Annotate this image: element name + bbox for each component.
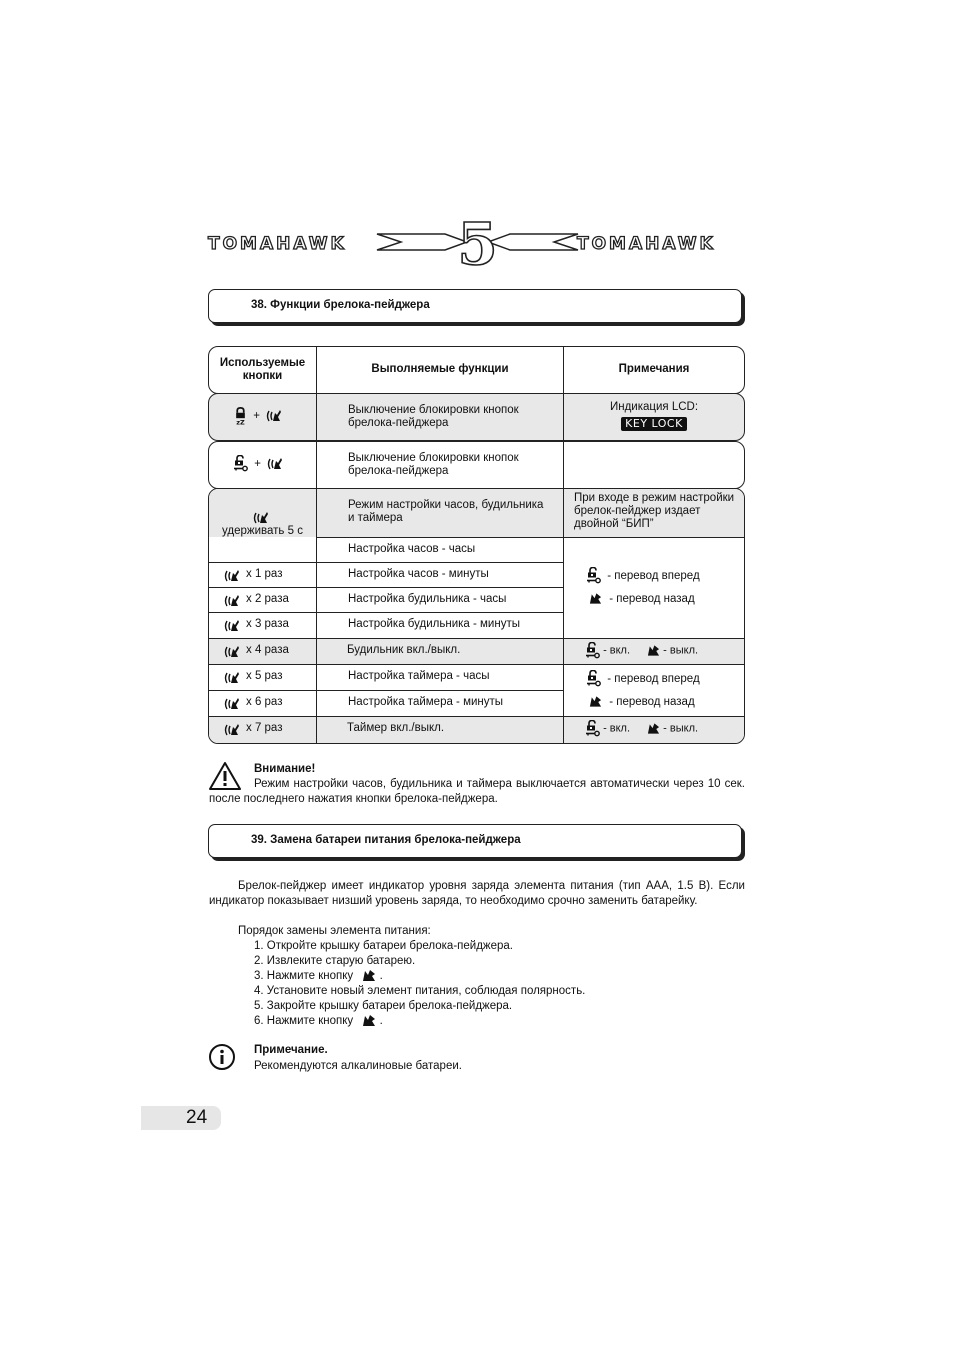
buttons-cell: x 6 раз [209, 690, 316, 717]
signal-button-icon [224, 698, 240, 710]
buttons-cell: x 1 раз [209, 562, 316, 588]
warning-text: Режим настройки часов, будильника и таймера выключается автоматически через 10 сек. после последнего нажатия кнопки брелока-пейджера. [209, 778, 745, 805]
signal-button-icon [224, 724, 240, 736]
function-cell: Настройка будильника - минуты [316, 612, 563, 638]
section-38-title: 38. Функции брелока-пейджера [251, 299, 430, 311]
note-text: Рекомендуются алкалиновые батареи. [254, 1060, 462, 1072]
table-row: x 4 раза Будильник вкл./выкл. - вкл. - выкл. [209, 638, 744, 665]
note-cell: Индикация LCD: KEY LOCK [563, 394, 744, 440]
logo-x5-emblem [375, 214, 580, 270]
info-circle-icon [208, 1043, 236, 1071]
note-cell: При входе в режим настройки брелок-пейджер издает двойной “БИП” [563, 489, 744, 537]
unlock-key-icon [587, 567, 601, 584]
signal-button-icon [266, 410, 282, 422]
table-row: x 7 раз Таймер вкл./выкл. - вкл. - выкл. [209, 716, 744, 744]
warning-title: Внимание! [254, 763, 316, 775]
header-buttons: Используемые кнопки [219, 357, 306, 382]
header-notes: Примечания [563, 347, 744, 393]
logo-right-word: TOMAHAWK [577, 234, 716, 254]
battery-steps [254, 939, 585, 1029]
table-row [208, 441, 745, 489]
header-functions: Выполняемые функции [316, 347, 563, 393]
signal-button-icon [224, 570, 240, 582]
note-title: Примечание. [254, 1044, 328, 1056]
alarm-onoff-note: - вкл. - выкл. [586, 642, 698, 659]
list-item: 1. Откройте крышку батареи брелока-пейджера. [254, 940, 513, 952]
buttons-cell: + [209, 394, 316, 440]
timer-onoff-note: - вкл. - выкл. [586, 720, 698, 737]
buttons-cell: x 3 раза [209, 612, 316, 639]
note-cell [563, 442, 744, 488]
signal-button-icon [224, 646, 240, 658]
signal-button-icon [224, 672, 240, 684]
list-item: 4. Установите новый элемент питания, соблюдая полярность. [254, 985, 586, 997]
logo-center-digit: 5 [457, 214, 498, 270]
page-number: 24 [186, 1107, 208, 1128]
forward-note: - перевод вперед [587, 670, 700, 687]
unlock-key-icon [586, 642, 600, 659]
function-cell: Выключение блокировки кнопок брелока-пейджера [316, 394, 563, 440]
list-item: 6. Нажмите кнопку . [254, 1015, 383, 1027]
signal-button-icon [224, 620, 240, 632]
logo-left-word: TOMAHAWK [208, 234, 347, 254]
lock-zz-icon [234, 407, 247, 425]
table-header-row [208, 346, 745, 394]
unlock-key-icon [586, 720, 600, 737]
lcd-key-lock-indicator: KEY LOCK [621, 417, 687, 431]
function-cell: Выключение блокировки кнопок брелока-пейджера [316, 442, 563, 488]
signal-button-icon [253, 512, 269, 524]
forward-note: - перевод вперед [587, 567, 700, 584]
function-cell: Настройка часов - минуты [316, 562, 563, 587]
buttons-cell: x 2 раза [209, 587, 316, 613]
table-row [208, 393, 745, 441]
function-cell: Настройка таймера - часы [316, 664, 563, 690]
page-number-tab [141, 1106, 221, 1130]
section-39-title: 39. Замена батареи питания брелока-пейджера [251, 834, 521, 846]
settings-block [208, 488, 745, 744]
trunk-button-icon [647, 645, 660, 657]
signal-button-icon [267, 458, 283, 470]
trunk-button-icon [362, 1015, 376, 1027]
buttons-cell: + [209, 442, 316, 488]
function-cell: Настройка часов - часы [316, 537, 563, 561]
trunk-button-icon [589, 593, 602, 605]
list-item: 3. Нажмите кнопку . [254, 970, 383, 982]
unlock-key-icon [234, 455, 248, 472]
trunk-button-icon [647, 723, 660, 735]
function-cell: Настройка будильника - часы [316, 587, 563, 612]
section-38-header [208, 289, 742, 323]
function-cell: Настройка таймера - минуты [316, 690, 563, 716]
tomahawk-logo [205, 214, 750, 270]
signal-button-icon [224, 595, 240, 607]
back-note: - перевод назад [589, 696, 695, 708]
list-item: 2. Извлеките старую батарею. [254, 955, 416, 967]
section-39-header [208, 824, 742, 858]
hold-5s-label: удерживать 5 с [222, 525, 303, 537]
unlock-key-icon [587, 670, 601, 687]
buttons-cell: x 5 раз [209, 664, 316, 691]
battery-order-label: Порядок замены элемента питания: [238, 925, 431, 937]
trunk-button-icon [362, 970, 376, 982]
battery-intro: Брелок-пейджер имеет индикатор уровня заряда элемента питания (тип AAA, 1.5 В). Если индикатор показывает низший уровень заряда, то необходимо срочно заменить батарейку. [209, 880, 745, 907]
trunk-button-icon [589, 696, 602, 708]
list-item: 5. Закройте крышку батареи брелока-пейджера. [254, 1000, 513, 1012]
back-note: - перевод назад [589, 593, 695, 605]
function-cell: Режим настройки часов, будильника и таймера [316, 489, 563, 537]
